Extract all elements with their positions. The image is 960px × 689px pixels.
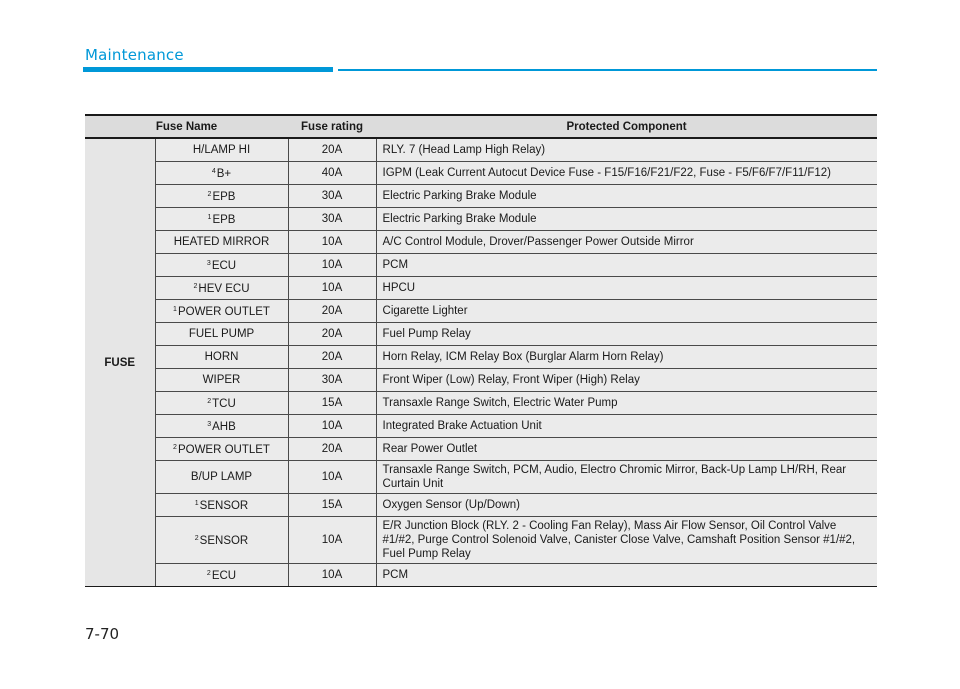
fuse-name-cell xyxy=(155,185,288,208)
fuse-name: POWER OUTLET xyxy=(177,444,270,456)
protected-component-cell: E/R Junction Block (RLY. 2 - Cooling Fan Relay), Mass Air Flow Sensor, Oil Control Valve #1/#2, Purge Control Solenoid Valve, Canister Close Valve, Camshaft Position Sensor #1/#2, Fuel Pump Relay xyxy=(376,517,877,564)
header-rule-thick xyxy=(83,67,333,72)
fuse-name-cell xyxy=(155,162,288,185)
fuse-rating-cell: 30A xyxy=(288,185,376,208)
fuse-name-cell xyxy=(155,392,288,415)
fuse-name: SENSOR xyxy=(199,500,249,512)
protected-component-cell: Integrated Brake Actuation Unit xyxy=(376,415,877,438)
fuse-name: POWER OUTLET xyxy=(177,306,270,318)
fuse-name: AHB xyxy=(212,421,236,433)
column-header-fuse-name: Fuse Name xyxy=(85,115,288,138)
protected-component-cell: Fuel Pump Relay xyxy=(376,323,877,346)
fuse-rating-cell: 40A xyxy=(288,162,376,185)
table-header-row xyxy=(85,115,877,138)
protected-component-cell: RLY. 7 (Head Lamp High Relay) xyxy=(376,138,877,162)
fuse-footnote-marker: 2 xyxy=(207,191,212,198)
section-title: Maintenance xyxy=(85,46,184,64)
fuse-footnote-marker: 1 xyxy=(207,214,212,221)
fuse-name-cell xyxy=(155,277,288,300)
fuse-rating-cell: 30A xyxy=(288,208,376,231)
fuse-rating-cell: 20A xyxy=(288,346,376,369)
table-row xyxy=(85,346,877,369)
fuse-name-cell xyxy=(155,346,288,369)
protected-component-cell: PCM xyxy=(376,254,877,277)
table-row xyxy=(85,300,877,323)
fuse-rating-cell: 10A xyxy=(288,415,376,438)
fuse-name: SENSOR xyxy=(199,535,249,547)
table-row xyxy=(85,517,877,564)
fuse-rating-cell: 10A xyxy=(288,517,376,564)
protected-component-cell: Cigarette Lighter xyxy=(376,300,877,323)
fuse-name-cell xyxy=(155,254,288,277)
fuse-name-cell xyxy=(155,517,288,564)
fuse-footnote-marker: 2 xyxy=(207,398,212,405)
fuse-name: EPB xyxy=(212,191,236,203)
fuse-name: B+ xyxy=(216,168,232,180)
fuse-rating-cell: 10A xyxy=(288,231,376,254)
fuse-rating-cell: 20A xyxy=(288,323,376,346)
fuse-footnote-marker: 2 xyxy=(194,535,199,542)
table-row xyxy=(85,185,877,208)
fuse-name: B/UP LAMP xyxy=(190,471,253,483)
fuse-name-cell xyxy=(155,208,288,231)
table-body xyxy=(85,138,877,587)
protected-component-cell: IGPM (Leak Current Autocut Device Fuse - F15/F16/F21/F22, Fuse - F5/F6/F7/F11/F12) xyxy=(376,162,877,185)
table-row xyxy=(85,254,877,277)
fuse-name: H/LAMP HI xyxy=(192,144,251,156)
fuse-rating-cell: 30A xyxy=(288,369,376,392)
fuse-name: EPB xyxy=(212,214,236,226)
table-row xyxy=(85,277,877,300)
fuse-name-cell xyxy=(155,438,288,461)
fuse-rating-cell: 20A xyxy=(288,138,376,162)
fuse-name-cell xyxy=(155,564,288,587)
fuse-name: HEV ECU xyxy=(198,283,250,295)
fuse-name-cell xyxy=(155,231,288,254)
fuse-footnote-marker: 3 xyxy=(206,260,211,267)
fuse-name: FUEL PUMP xyxy=(188,328,255,340)
page-number: 7-70 xyxy=(85,625,120,643)
fuse-name-cell xyxy=(155,300,288,323)
fuse-name: ECU xyxy=(211,570,237,582)
fuse-rating-cell: 15A xyxy=(288,392,376,415)
fuse-rating-cell: 10A xyxy=(288,277,376,300)
table-row xyxy=(85,162,877,185)
protected-component-cell: Rear Power Outlet xyxy=(376,438,877,461)
table-row xyxy=(85,438,877,461)
table-row xyxy=(85,208,877,231)
column-header-protected-component: Protected Component xyxy=(376,115,877,138)
protected-component-cell: Electric Parking Brake Module xyxy=(376,208,877,231)
fuse-name: TCU xyxy=(212,398,236,410)
fuse-name-cell xyxy=(155,494,288,517)
table-row xyxy=(85,231,877,254)
fuse-rating-cell: 10A xyxy=(288,254,376,277)
fuse-footnote-marker: 2 xyxy=(173,444,177,451)
fuse-footnote-marker: 2 xyxy=(206,570,211,577)
table-row xyxy=(85,392,877,415)
fuse-rating-cell: 10A xyxy=(288,461,376,494)
protected-component-cell: HPCU xyxy=(376,277,877,300)
fuse-name: HEATED MIRROR xyxy=(173,236,270,248)
fuse-name-cell xyxy=(155,323,288,346)
fuse-name: ECU xyxy=(211,260,237,272)
fuse-name-cell xyxy=(155,415,288,438)
fuse-name-cell xyxy=(155,461,288,494)
table-row xyxy=(85,138,877,162)
protected-component-cell: Horn Relay, ICM Relay Box (Burglar Alarm Horn Relay) xyxy=(376,346,877,369)
table-row xyxy=(85,461,877,494)
fuse-footnote-marker: 1 xyxy=(194,500,199,507)
fuse-rating-cell: 10A xyxy=(288,564,376,587)
fuse-name: HORN xyxy=(204,351,239,363)
protected-component-cell: Front Wiper (Low) Relay, Front Wiper (High) Relay xyxy=(376,369,877,392)
protected-component-cell: Oxygen Sensor (Up/Down) xyxy=(376,494,877,517)
protected-component-cell: A/C Control Module, Drover/Passenger Power Outside Mirror xyxy=(376,231,877,254)
protected-component-cell: PCM xyxy=(376,564,877,587)
fuse-name-cell xyxy=(155,369,288,392)
fuse-footnote-marker: 1 xyxy=(173,306,177,313)
protected-component-cell: Transaxle Range Switch, PCM, Audio, Electro Chromic Mirror, Back-Up Lamp LH/RH, Rear Curtain Unit xyxy=(376,461,877,494)
table-row xyxy=(85,369,877,392)
table-row xyxy=(85,415,877,438)
fuse-name-cell xyxy=(155,138,288,162)
fuse-footnote-marker: 2 xyxy=(193,283,198,290)
fuse-footnote-marker: 3 xyxy=(207,421,212,428)
fuse-rating-cell: 15A xyxy=(288,494,376,517)
fuse-rating-cell: 20A xyxy=(288,438,376,461)
table-row xyxy=(85,564,877,587)
fuse-name: WIPER xyxy=(202,374,241,386)
fuse-footnote-marker: 4 xyxy=(211,168,216,175)
protected-component-cell: Transaxle Range Switch, Electric Water Pump xyxy=(376,392,877,415)
protected-component-cell: Electric Parking Brake Module xyxy=(376,185,877,208)
fuse-rating-cell: 20A xyxy=(288,300,376,323)
header-rule-thin xyxy=(338,69,877,71)
table-row xyxy=(85,323,877,346)
fuse-group-label: FUSE xyxy=(85,138,155,587)
column-header-fuse-rating: Fuse rating xyxy=(288,115,376,138)
table-row xyxy=(85,494,877,517)
fuse-table xyxy=(85,114,877,587)
